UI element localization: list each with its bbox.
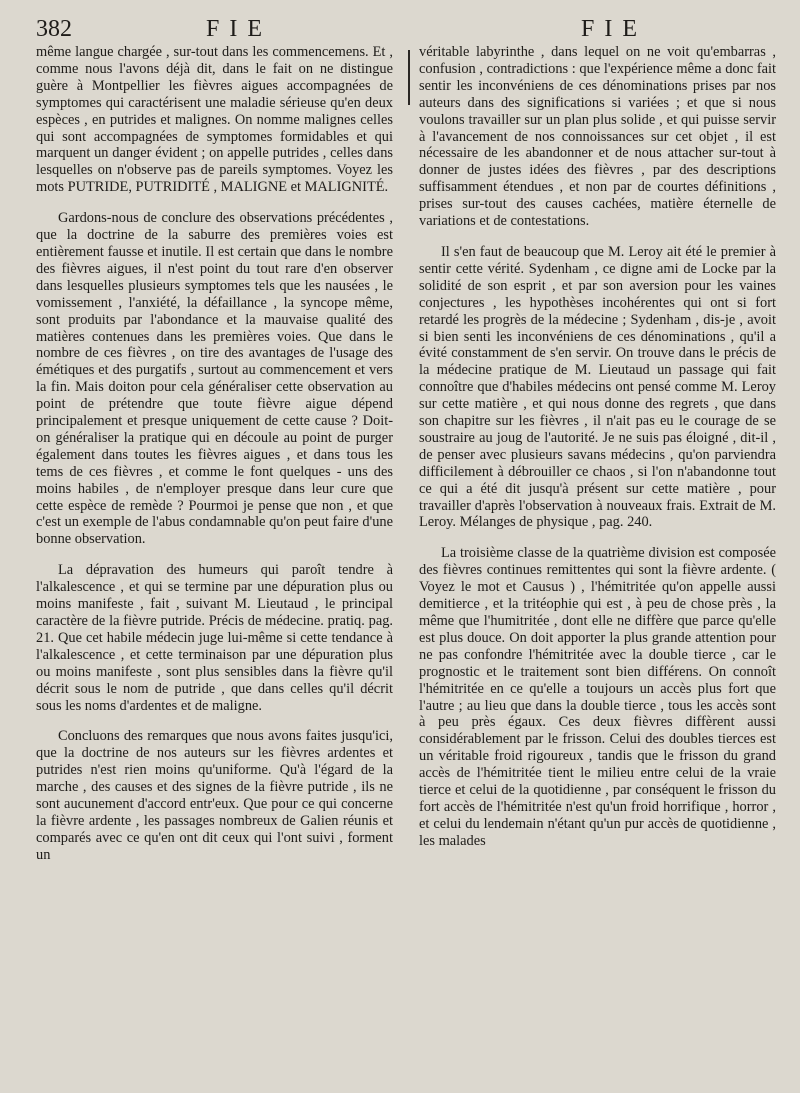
paragraph: Il s'en faut de beaucoup que M. Leroy ait été le premier à sentir cette vérité. Sydenham , ce digne ami de Locke par la solidité de son esprit , et par son aversion pour les vaines conjectures , les hypothèses incohérentes qui ont si fort retardé les progrès de la médecine ; Sydenham , dis-je , avoit si bien senti les inconvéniens de ces dénominations , qu'il a évité constamment de s'en servir. On trouve dans le précis de la médecine pratique de M. Lieutaud un passage qui fait connoître que d'habiles médecins ont pensé comme M. Leroy sur cette matière , et qui nous donne des regrets , que dans son chapitre sur les fièvres , il n'ait pas eu le courage de se soustraire au joug de l'autorité. Je ne suis pas éloigné , dit-il , de penser avec plusieurs savans médecins , qu'on parviendra difficilement à débrouiller ce chaos , si l'on n'abandonne tout ce qui a été dit jusqu'à présent sur cette matière , pour travailler d'après l'observation à nouveaux frais. Extrait de M. Leroy. Mélanges de physique , pag. 240. xyxy=(419,243,776,531)
paragraph: même langue chargée , sur-tout dans les commencemens. Et , comme nous l'avons déjà dit, dans le fait on ne distingue guère à Montpellier les fièvres aigues accompagnées de symptomes qui caractérisent une maladie sérieuse qu'en deux espèces , en putrides et malignes. On nomme malignes celles qui sont accompagnées de symptomes formidables et qui marquent un danger évident ; on appelle putrides , celles dans lesquelles on n'observe pas de pareils symptomes. Voyez les mots PUTRIDE, PUTRIDITÉ , MALIGNE et MALIGNITÉ. xyxy=(36,44,393,196)
paragraph: La troisième classe de la quatrième division est composée des fièvres continues remittentes qui sont la fièvre ardente. ( Voyez le mot et Causus ) , l'hémitritée qu'on appelle aussi demitierce , et la tritéophie qui est , à peu de chose près , la même que l'humitritée , dont elle ne diffère que parce qu'elle est plus douce. On doit apporter la plus grande attention pour ne pas confondre l'hémitritée avec la double tierce , car le prognostic et le traitement sont bien différens. On connoît l'hémitritée en ce qu'elle a toujours un accès plus fort que l'autre ; au lieu que dans la double tierce , tous les accès sont à peu près égaux. Ces deux fièvres diffèrent aussi considérablement par le frisson. Celui des doubles tierces est un véritable froid rigoureux , tandis que le frisson du grand accès de l'hémitritée tient le milieu entre celui de la vraie tierce et celui de la quotidienne , par conséquent le frisson du fort accès de l'hémitritée n'est qu'un froid horrifique , horror , et celui du lendemain n'étant qu'un pur accès de quotidienne , les malades xyxy=(419,545,776,849)
paragraph: Concluons des remarques que nous avons faites jusqu'ici, que la doctrine de nos auteurs sur les fièvres ardentes et putrides n'est rien moins qu'uniforme. Qu'à l'égard de la marche , des causes et des signes de la fièvre putride , ils ne sont aucunement d'accord entr'eux. Que pour ce qui concerne la fièvre ardente , les passages nombreux de Galien réunis et comparés avec ce qu'en ont dit ceux qui l'ont suivi , forment un xyxy=(36,728,393,863)
page-number: 382 xyxy=(36,16,72,42)
paragraph: La dépravation des humeurs qui paroît tendre à l'alkalescence , et qui se termine par une dépuration plus ou moins manifeste , fait , suivant M. Lieutaud , le principal caractère de la fièvre putride. Précis de médecine. pratiq. pag. 21. Que cet habile médecin juge lui-même si cette tendance à l'alkalescence , et cette terminaison par une dépuration plus ou moins manifeste , sont plus sensibles dans la fièvre qu'il décrit sous le nom de putride , que dans celles qu'il décrit sous les noms d'ardentes et de maligne. xyxy=(36,562,393,714)
page-header xyxy=(36,14,774,46)
left-column xyxy=(36,44,393,1083)
running-head-left: FIE xyxy=(206,16,272,42)
column-rule xyxy=(408,50,410,105)
running-head-right: FIE xyxy=(581,16,647,42)
paragraph: véritable labyrinthe , dans lequel on ne voit qu'embarras , confusion , contradictions : que l'expérience même a donc fait sentir les inconvéniens de ces dénominations prises par nos auteurs dans des significations si variées ; et que si nous voulons travailler sur un plan plus solide , et qui puisse servir à l'avancement de nos connoissances sur cet objet , il est nécessaire de les abandonner et de nous attacher sur-tout à donner de justes idées des fièvres , par des descriptions suffisamment étendues , et non par de courtes définitions , prises sur-tout des causes cachées, matière éternelle de variations et de contestations. xyxy=(419,44,776,230)
paragraph: Gardons-nous de conclure des observations précédentes , que la doctrine de la saburre des premières voies est entièrement fausse et inutile. Il est certain que dans le nombre des fièvres aigues, il n'est point du tout rare d'en observer dans lesquelles plusieurs symptomes tels que les nausées , le vomissement , l'anxiété, la défaillance , la syncope même, sont produits par l'abondance et la mauvaise qualité des matières contenues dans les premières voies. Que dans le nombre de ces fièvres , on tire des avantages de l'usage des émétiques et des purgatifs , surtout au commencement et vers la fin. Mais doiton pour cela généraliser cette observation au point de prétendre que toute fièvre aigue dépend principalement et presque uniquement de cette cause ? Doit-on généraliser la pratique qui en découle au point de purger également dans toutes les fièvres aigues , et dans tous les tems de ces fièvres , et comme le font quelques - uns des moins habiles , de n'employer presque dans leur cure que cette espèce de remède ? Pourmoi je pense que non , et que c'est un exemple de l'abus condamnable qu'on peut faire d'une bonne observation. xyxy=(36,210,393,548)
right-column xyxy=(419,44,776,1083)
text-columns xyxy=(36,44,774,1083)
